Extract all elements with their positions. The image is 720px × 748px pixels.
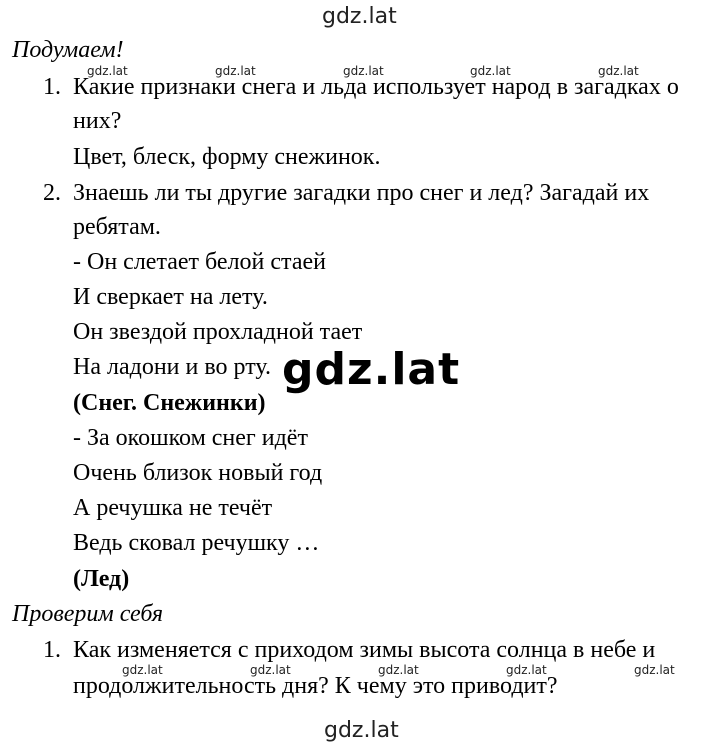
question-text: них? [73, 108, 122, 134]
watermark-small: gdz.lat [87, 64, 128, 78]
watermark-small: gdz.lat [470, 64, 511, 78]
watermark-small: gdz.lat [634, 663, 675, 677]
watermark-small: gdz.lat [122, 663, 163, 677]
question-number: 1. [43, 74, 61, 100]
question-number: 1. [43, 637, 61, 663]
question-text: Как изменяется с приходом зимы высота солнца в небе и [73, 637, 656, 663]
question-text: продолжительность дня? К чему это приводит? [73, 673, 558, 699]
question-number: 2. [43, 180, 61, 206]
riddle-line: - Он слетает белой стаей [73, 249, 326, 275]
riddle-answer: (Снег. Снежинки) [73, 390, 266, 416]
watermark-small: gdz.lat [598, 64, 639, 78]
riddle-line: И сверкает на лету. [73, 284, 268, 310]
section-heading-check: Проверим себя [12, 601, 164, 627]
watermark-large: gdz.lat [282, 344, 461, 395]
question-text: Знаешь ли ты другие загадки про снег и лед? Загадай их [73, 180, 650, 206]
watermark-top: gdz.lat [322, 4, 397, 29]
riddle-line: А речушка не течёт [73, 495, 273, 521]
riddle-line: Ведь сковал речушку … [73, 530, 320, 556]
question-text: Какие признаки снега и льда использует народ в загадках о [73, 74, 679, 100]
watermark-small: gdz.lat [343, 64, 384, 78]
riddle-line: Очень близок новый год [73, 460, 323, 486]
question-text: ребятам. [73, 214, 161, 240]
section-heading-think: Подумаем! [12, 37, 124, 63]
riddle-line: - За окошком снег идёт [73, 425, 308, 451]
riddle-line: На ладони и во рту. [73, 354, 271, 380]
watermark-small: gdz.lat [506, 663, 547, 677]
watermark-small: gdz.lat [215, 64, 256, 78]
answer-text: Цвет, блеск, форму снежинок. [73, 144, 381, 170]
riddle-answer: (Лед) [73, 566, 130, 592]
riddle-line: Он звездой прохладной тает [73, 319, 363, 345]
watermark-small: gdz.lat [250, 663, 291, 677]
watermark-small: gdz.lat [378, 663, 419, 677]
watermark-bottom: gdz.lat [324, 718, 399, 743]
